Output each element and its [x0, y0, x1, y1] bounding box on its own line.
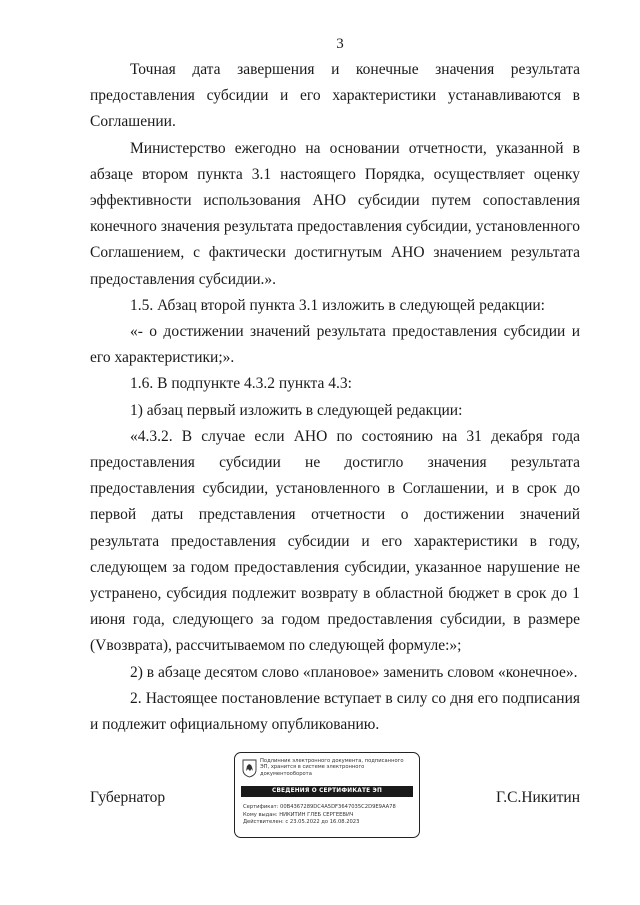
stamp-validity: Действителен: с 23.05.2022 до 16.08.2023 — [243, 819, 360, 825]
coat-of-arms-icon — [242, 759, 257, 778]
document-body — [90, 57, 580, 738]
paragraph: «- о достижении значений результата предоставления субсидии и его характеристики;». — [90, 323, 580, 367]
electronic-signature-stamp — [234, 752, 420, 838]
paragraph: Министерство ежегодно на основании отчетности, указанной в абзаце втором пункта 3.1 настоящего Порядка, осуществляет оценку эффективности использования АНО субсидии путем сопоставления конечного значения результата предоставления субсидии, установленного Соглашением, с фактически достигнутым АНО значением результата предоставления субсидии.». — [90, 139, 580, 288]
paragraph: 1.6. В подпункте 4.3.2 пункта 4.3: — [130, 375, 352, 393]
stamp-certificate: Сертификат: 00B4367289DC4A5DF3647035C2D9E9AA78 — [243, 804, 396, 810]
stamp-notice: Подлинник электронного документа, подписанного ЭП, хранится в системе электронного документооборота — [260, 758, 404, 777]
paragraph: «4.3.2. В случае если АНО по состоянию на 31 декабря года предоставления субсидии не достигло значения результата предоставления субсидии, установленного в Соглашении, и в срок до первой даты представления отчетности о достижении значений результата предоставления субсидии и его характеристики в году, следующем за годом предоставления субсидии, указанное нарушение не устранено, субсидия подлежит возврату в областной бюджет в срок до 1 июня года, следующего за годом предоставления субсидии, в размере (Vвозврата), рассчитываемом по следующей формуле:»; — [90, 427, 580, 655]
signatory-position: Губернатор — [90, 789, 166, 806]
signature-block — [90, 752, 580, 842]
paragraph: Точная дата завершения и конечные значения результата предоставления субсидии и его характеристики устанавливаются в Соглашении. — [90, 61, 580, 131]
paragraph: 1.5. Абзац второй пункта 3.1 изложить в следующей редакции: — [130, 296, 545, 314]
paragraph: 2. Настоящее постановление вступает в силу со дня его подписания и подлежит официальному опубликованию. — [90, 689, 580, 734]
stamp-details — [243, 804, 415, 827]
page-number: 3 — [336, 36, 344, 52]
paragraph: 1) абзац первый изложить в следующей редакции: — [130, 401, 463, 419]
stamp-header: СВЕДЕНИЯ О СЕРТИФИКАТЕ ЭП — [241, 786, 413, 797]
paragraph: 2) в абзаце десятом слово «плановое» заменить словом «конечное». — [130, 663, 578, 681]
signatory-name: Г.С.Никитин — [496, 789, 580, 806]
stamp-owner: Кому выдан: НИКИТИН ГЛЕБ СЕРГЕЕВИЧ — [243, 811, 354, 818]
